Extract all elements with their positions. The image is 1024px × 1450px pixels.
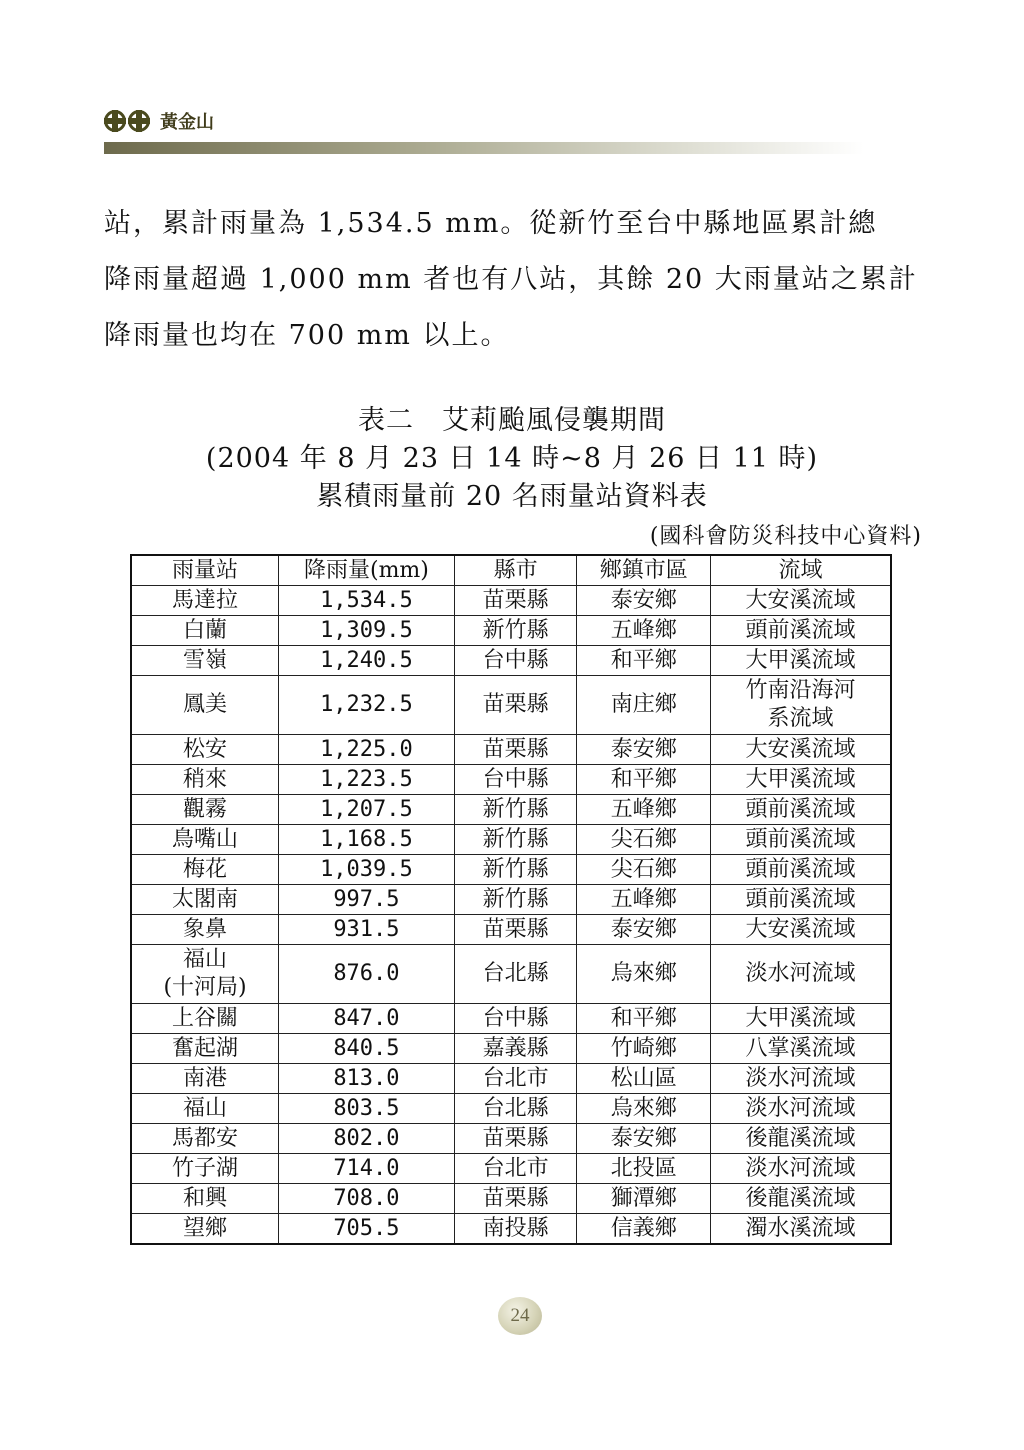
cell-rainfall: 840.5 [279, 1034, 455, 1064]
cell-station: 福山 (十河局) [131, 945, 279, 1004]
cell-township: 尖石鄉 [577, 825, 711, 855]
cell-county: 苗栗縣 [454, 1124, 577, 1154]
table-row [131, 945, 891, 1004]
cell-station: 馬都安 [131, 1124, 279, 1154]
cell-basin: 頭前溪流域 [711, 616, 891, 646]
cell-basin: 頭前溪流域 [711, 885, 891, 915]
cell-county: 苗栗縣 [454, 735, 577, 765]
cell-rainfall: 1,223.5 [279, 765, 455, 795]
cell-township: 五峰鄉 [577, 885, 711, 915]
cell-county: 台北縣 [454, 945, 577, 1004]
logo-icon [104, 110, 150, 132]
paragraph-line: 降雨量也均在 700 mm 以上。 [104, 320, 510, 351]
cell-station: 梅花 [131, 855, 279, 885]
table-header-row [131, 555, 891, 586]
cell-basin: 濁水溪流域 [711, 1214, 891, 1245]
cell-county: 苗栗縣 [454, 676, 577, 735]
cell-station: 和興 [131, 1184, 279, 1214]
cell-township: 烏來鄉 [577, 1094, 711, 1124]
cell-basin: 淡水河流域 [711, 1064, 891, 1094]
cell-basin: 頭前溪流域 [711, 855, 891, 885]
table-title-line1: 表二 艾莉颱風侵襲期間 [358, 405, 666, 436]
table-row [131, 676, 891, 735]
cell-rainfall: 802.0 [279, 1124, 455, 1154]
cell-township: 北投區 [577, 1154, 711, 1184]
cell-basin: 大甲溪流域 [711, 646, 891, 676]
cell-station: 奮起湖 [131, 1034, 279, 1064]
cell-county: 台中縣 [454, 1004, 577, 1034]
header-station: 雨量站 [131, 555, 279, 586]
cell-township: 五峰鄉 [577, 795, 711, 825]
cell-basin: 頭前溪流域 [711, 795, 891, 825]
table-row [131, 795, 891, 825]
cell-county: 新竹縣 [454, 616, 577, 646]
paragraph-line: 站，累計雨量為 1,534.5 mm。從新竹至台中縣地區累計總 [104, 208, 878, 239]
table-row [131, 1064, 891, 1094]
cell-county: 台北市 [454, 1064, 577, 1094]
cell-basin: 大安溪流域 [711, 735, 891, 765]
cell-county: 南投縣 [454, 1214, 577, 1245]
cell-station: 白蘭 [131, 616, 279, 646]
cell-station: 馬達拉 [131, 586, 279, 616]
table-row [131, 1184, 891, 1214]
table-row [131, 765, 891, 795]
table-row [131, 1214, 891, 1245]
table-row [131, 1034, 891, 1064]
cell-township: 五峰鄉 [577, 616, 711, 646]
cell-rainfall: 1,207.5 [279, 795, 455, 825]
cell-rainfall: 1,309.5 [279, 616, 455, 646]
cell-rainfall: 1,039.5 [279, 855, 455, 885]
cell-basin: 大甲溪流域 [711, 1004, 891, 1034]
cell-township: 泰安鄉 [577, 1124, 711, 1154]
cell-station: 稍來 [131, 765, 279, 795]
cell-station: 鳥嘴山 [131, 825, 279, 855]
cell-township: 泰安鄉 [577, 586, 711, 616]
table-row [131, 616, 891, 646]
table-row [131, 1004, 891, 1034]
cell-township: 南庄鄉 [577, 676, 711, 735]
cell-county: 台北縣 [454, 1094, 577, 1124]
table-row [131, 1094, 891, 1124]
table-row [131, 1124, 891, 1154]
cell-basin: 後龍溪流域 [711, 1124, 891, 1154]
cell-township: 泰安鄉 [577, 735, 711, 765]
rainfall-table [130, 554, 892, 1245]
cell-rainfall: 1,534.5 [279, 586, 455, 616]
table-source-note: (國科會防災科技中心資料) [649, 524, 922, 549]
cell-rainfall: 997.5 [279, 885, 455, 915]
header-township: 鄉鎮市區 [577, 555, 711, 586]
cell-county: 嘉義縣 [454, 1034, 577, 1064]
cell-county: 台中縣 [454, 646, 577, 676]
cell-rainfall: 1,232.5 [279, 676, 455, 735]
cell-station: 上谷關 [131, 1004, 279, 1034]
cell-township: 松山區 [577, 1064, 711, 1094]
cell-rainfall: 876.0 [279, 945, 455, 1004]
cell-basin: 後龍溪流域 [711, 1184, 891, 1214]
cell-county: 新竹縣 [454, 855, 577, 885]
cell-township: 竹崎鄉 [577, 1034, 711, 1064]
cell-township: 尖石鄉 [577, 855, 711, 885]
cell-rainfall: 705.5 [279, 1214, 455, 1245]
cell-rainfall: 1,240.5 [279, 646, 455, 676]
cell-county: 台中縣 [454, 765, 577, 795]
cell-county: 新竹縣 [454, 885, 577, 915]
cell-station: 南港 [131, 1064, 279, 1094]
cell-rainfall: 1,168.5 [279, 825, 455, 855]
cell-township: 和平鄉 [577, 1004, 711, 1034]
table-row [131, 646, 891, 676]
header-rainfall: 降雨量(mm) [279, 555, 455, 586]
table-row [131, 586, 891, 616]
cell-basin: 淡水河流域 [711, 945, 891, 1004]
cell-basin: 大甲溪流域 [711, 765, 891, 795]
header-divider [104, 142, 864, 154]
table-row [131, 885, 891, 915]
page-number: 24 [498, 1297, 542, 1335]
table-row [131, 915, 891, 945]
table-row [131, 855, 891, 885]
cell-station: 鳳美 [131, 676, 279, 735]
cell-county: 苗栗縣 [454, 1184, 577, 1214]
cell-county: 苗栗縣 [454, 586, 577, 616]
table-row [131, 1154, 891, 1184]
cell-rainfall: 847.0 [279, 1004, 455, 1034]
cell-station: 竹子湖 [131, 1154, 279, 1184]
cell-rainfall: 708.0 [279, 1184, 455, 1214]
cell-township: 泰安鄉 [577, 915, 711, 945]
cell-rainfall: 803.5 [279, 1094, 455, 1124]
cell-basin: 淡水河流域 [711, 1154, 891, 1184]
cell-station: 松安 [131, 735, 279, 765]
cell-station: 觀霧 [131, 795, 279, 825]
body-paragraph [104, 196, 924, 364]
table-row [131, 735, 891, 765]
cell-county: 苗栗縣 [454, 915, 577, 945]
cell-station: 太閣南 [131, 885, 279, 915]
table-title-line2: (2004 年 8 月 23 日 14 時~8 月 26 日 11 時) [205, 443, 819, 474]
cell-county: 新竹縣 [454, 825, 577, 855]
cell-basin: 大安溪流域 [711, 915, 891, 945]
cell-rainfall: 714.0 [279, 1154, 455, 1184]
cell-rainfall: 813.0 [279, 1064, 455, 1094]
table-title-line3: 累積雨量前 20 名雨量站資料表 [316, 481, 708, 512]
brand-title: 黃金山 [160, 112, 214, 133]
cell-station: 象鼻 [131, 915, 279, 945]
cell-station: 雪嶺 [131, 646, 279, 676]
table-row [131, 825, 891, 855]
cell-township: 信義鄉 [577, 1214, 711, 1245]
cell-county: 台北市 [454, 1154, 577, 1184]
cell-basin: 八掌溪流域 [711, 1034, 891, 1064]
cell-township: 和平鄉 [577, 646, 711, 676]
paragraph-line: 降雨量超過 1,000 mm 者也有八站，其餘 20 大雨量站之累計 [104, 264, 918, 295]
page-header [104, 108, 864, 148]
cell-township: 烏來鄉 [577, 945, 711, 1004]
cell-basin: 大安溪流域 [711, 586, 891, 616]
cell-station: 福山 [131, 1094, 279, 1124]
cell-basin: 淡水河流域 [711, 1094, 891, 1124]
cell-basin: 竹南沿海河 系流域 [711, 676, 891, 735]
cell-township: 和平鄉 [577, 765, 711, 795]
cell-rainfall: 1,225.0 [279, 735, 455, 765]
header-county: 縣市 [454, 555, 577, 586]
cell-station: 望鄉 [131, 1214, 279, 1245]
header-basin: 流域 [711, 555, 891, 586]
cell-county: 新竹縣 [454, 795, 577, 825]
cell-basin: 頭前溪流域 [711, 825, 891, 855]
cell-rainfall: 931.5 [279, 915, 455, 945]
cell-township: 獅潭鄉 [577, 1184, 711, 1214]
